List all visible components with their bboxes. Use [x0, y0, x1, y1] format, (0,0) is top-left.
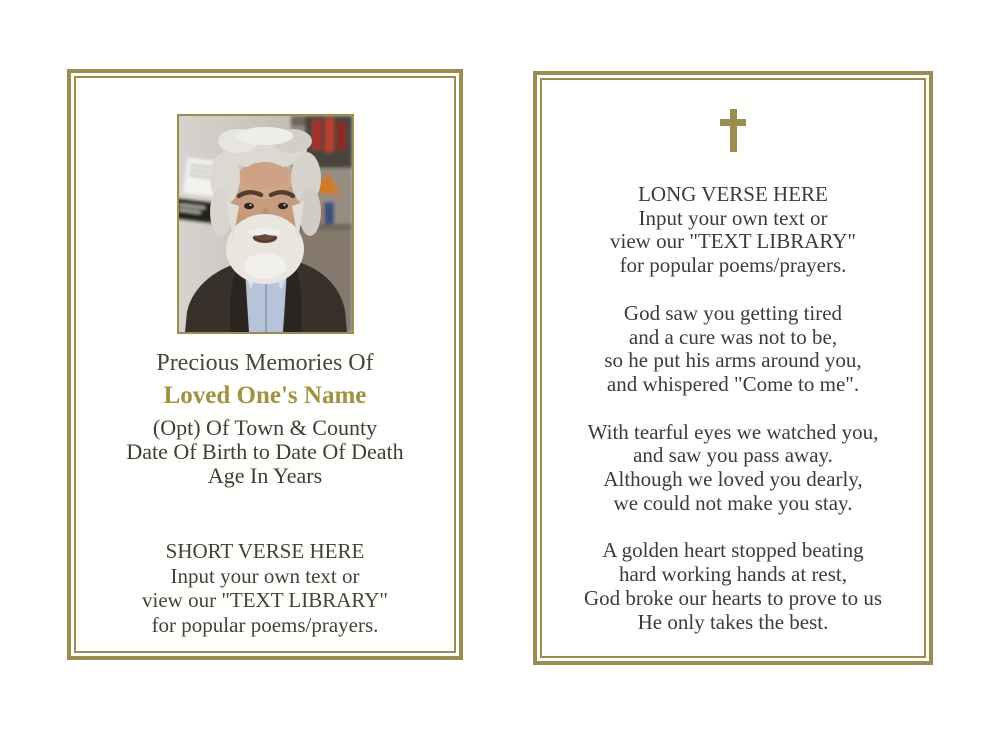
verse-line: view our "TEXT LIBRARY" [610, 229, 856, 254]
verse-line: Although we loved you dearly, [603, 467, 863, 492]
verse-line: we could not make you stay. [613, 490, 853, 515]
verse-line: for popular poems/prayers. [619, 253, 847, 278]
verse-stanza [546, 302, 920, 397]
verse-stanza [546, 421, 920, 516]
memorial-title: Precious Memories Of [156, 350, 374, 376]
portrait-photo [177, 114, 354, 334]
verse-stanza [546, 539, 920, 634]
verse-panel [533, 71, 933, 665]
short-verse-block [80, 539, 450, 637]
verse-line: so he put his arms around you, [604, 348, 862, 373]
verse-line: and whispered "Come to me". [606, 371, 860, 396]
front-panel [67, 69, 463, 660]
verse-line: God broke our hearts to prove to us [583, 585, 883, 610]
long-verse-block [546, 183, 920, 634]
verse-line: He only takes the best. [637, 609, 829, 634]
detail-dates: Date Of Birth to Date Of Death [126, 439, 404, 464]
verse-line: God saw you getting tired [623, 300, 843, 325]
front-panel-content [80, 82, 450, 647]
short-verse-line: view our "TEXT LIBRARY" [142, 588, 388, 612]
memorial-details [80, 416, 450, 488]
verse-panel-content [546, 84, 920, 652]
verse-line: and saw you pass away. [633, 443, 833, 468]
loved-one-name: Loved One's Name [163, 382, 367, 409]
detail-town-county: (Opt) Of Town & County [152, 415, 378, 440]
short-verse-line: Input your own text or [170, 563, 360, 588]
verse-line: hard working hands at rest, [618, 562, 848, 587]
short-verse-heading: SHORT VERSE HERE [165, 539, 365, 563]
portrait-photo-illustration [179, 116, 352, 332]
detail-age: Age In Years [207, 463, 323, 488]
short-verse-line: for popular poems/prayers. [151, 612, 379, 637]
verse-line: With tearful eyes we watched you, [587, 419, 879, 444]
verse-stanza [546, 183, 920, 278]
long-verse-heading: LONG VERSE HERE [638, 182, 828, 206]
verse-line: and a cure was not to be, [628, 324, 838, 349]
verse-line: Input your own text or [638, 205, 828, 230]
cross-icon [720, 109, 746, 152]
verse-line: A golden heart stopped beating [602, 538, 864, 563]
